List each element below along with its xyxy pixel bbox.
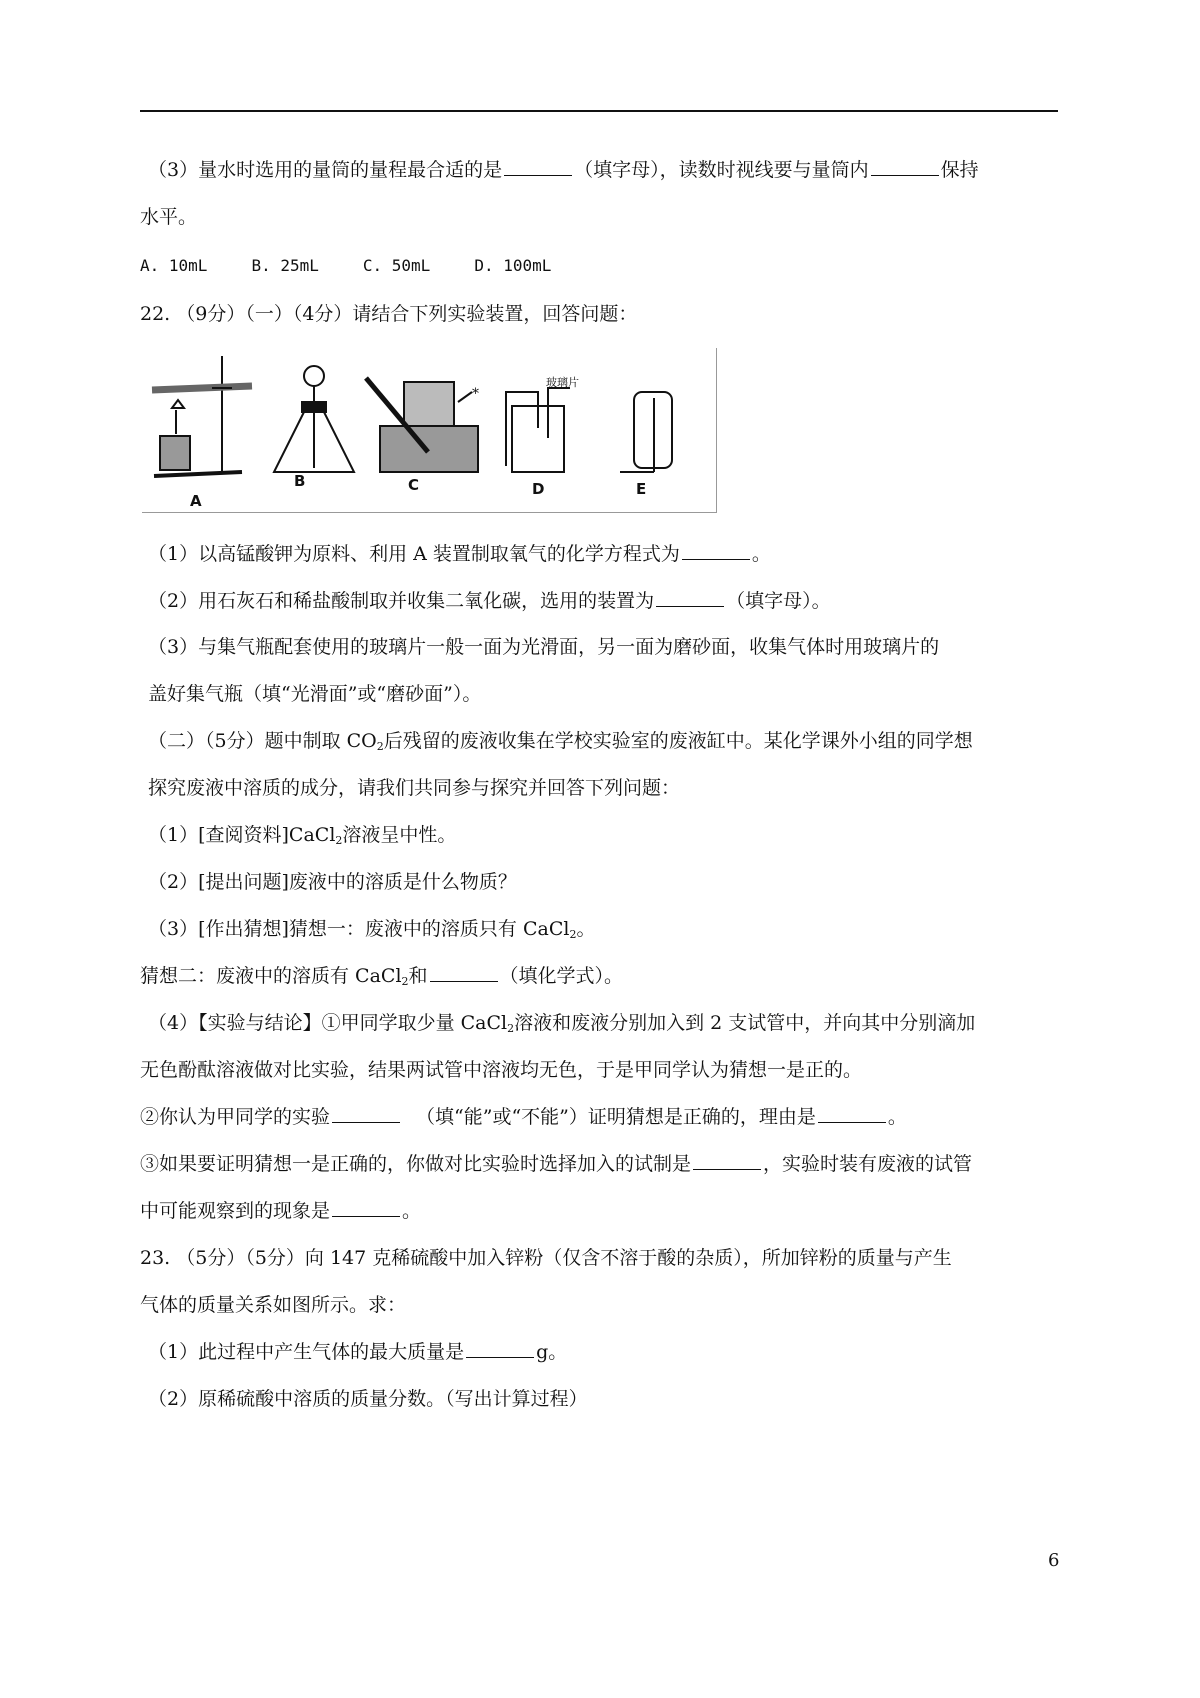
text: （填字母）。: [726, 590, 831, 612]
text: ，实验时装有废液的试管: [763, 1153, 973, 1175]
q22-sub1: [148, 542, 771, 566]
option-d[interactable]: D. 100mL: [474, 256, 552, 275]
option-c[interactable]: C. 50mL: [362, 256, 431, 275]
text: 保持: [940, 159, 979, 181]
apparatus-d: [506, 388, 570, 472]
text: （2）用石灰石和稀盐酸制取并收集二氧化碳，选用的装置为: [148, 590, 655, 612]
header-rule: [140, 110, 1058, 112]
text: 和: [408, 965, 428, 987]
q22-sub2: [148, 589, 831, 613]
text: （填字母），读数时视线要与量筒内: [574, 159, 869, 181]
text: 中可能观察到的现象是: [140, 1200, 331, 1222]
text: （1）此过程中产生气体的最大质量是: [148, 1341, 465, 1363]
label-e: E: [636, 480, 647, 498]
label-d: D: [532, 480, 545, 498]
q23-line1: 23. （5分）（5分）向 147 克稀硫酸中加入锌粉（仅含不溶于酸的杂质），所加锌粉的质量与产生: [140, 1247, 952, 1269]
answer-blank[interactable]: [693, 1152, 761, 1170]
apparatus-b: [274, 366, 354, 472]
answer-blank[interactable]: [504, 158, 572, 176]
q21-part3-line1: [148, 158, 979, 182]
q22-part2-line2: 探究废液中溶质的成分，请我们共同参与探究并回答下列问题：: [148, 777, 681, 799]
text: （填化学式）。: [499, 965, 624, 987]
answer-blank[interactable]: [332, 1199, 400, 1217]
answer-blank[interactable]: [430, 964, 498, 982]
q22-header: 22. （9分）（一）（4分）请结合下列实验装置，回答问题：: [140, 303, 638, 325]
svg-text:*: *: [472, 386, 479, 402]
text: （填“能”或“不能”）证明猜想是正确的，理由是: [416, 1106, 816, 1128]
label-a: A: [190, 492, 202, 510]
text: （3）量水时选用的量筒的量程最合适的是: [148, 159, 503, 181]
text: 溶液和废液分别加入到 2 支试管中，并向其中分别滴加: [514, 1012, 976, 1034]
label-b: B: [294, 472, 306, 490]
inquiry-1: [148, 823, 456, 853]
text: 。: [402, 1200, 422, 1222]
text: （1）[查阅资料]CaCl: [148, 824, 336, 846]
guess-2: [140, 964, 623, 994]
text: 。: [576, 918, 596, 940]
q21-options: [140, 254, 595, 278]
q23-line2: 气体的质量关系如图所示。求：: [140, 1294, 407, 1316]
subscript: 2: [335, 834, 343, 847]
apparatus-drawing: [142, 348, 716, 512]
text: （4）【实验与结论】①甲同学取少量 CaCl: [148, 1012, 508, 1034]
answer-blank[interactable]: [871, 158, 939, 176]
inquiry-3: [148, 917, 595, 947]
answer-blank[interactable]: [656, 589, 724, 607]
text: 。: [751, 543, 771, 565]
apparatus-e: [620, 392, 672, 472]
answer-blank[interactable]: [818, 1105, 886, 1123]
q22-part2-line1: [148, 729, 973, 759]
answer-blank[interactable]: [466, 1340, 534, 1358]
answer-blank[interactable]: [332, 1105, 400, 1123]
label-c: C: [408, 476, 420, 494]
subscript: 2: [569, 928, 577, 941]
conclusion-3-line2: [140, 1199, 421, 1223]
text: ③如果要证明猜想一是正确的，你做对比实验时选择加入的试制是: [140, 1153, 692, 1175]
page-number: 6: [1048, 1550, 1060, 1571]
subscript: 2: [507, 1022, 515, 1035]
option-b[interactable]: B. 25mL: [251, 256, 319, 275]
inquiry-4-line1: [148, 1011, 975, 1041]
text: 后残留的废液收集在学校实验室的废液缸中。某化学课外小组的同学想: [383, 730, 973, 752]
apparatus-c: [366, 378, 479, 472]
text: （1）以高锰酸钾为原料、利用 A 装置制取氧气的化学方程式为: [148, 543, 680, 565]
apparatus-figure: [142, 348, 717, 513]
glass-plate-label: 玻璃片: [546, 376, 579, 389]
subscript: 2: [401, 975, 409, 988]
q22-sub3-line1: （3）与集气瓶配套使用的玻璃片一般一面为光滑面，另一面为磨砂面，收集气体时用玻璃片的: [148, 636, 940, 658]
answer-blank[interactable]: [682, 542, 750, 560]
inquiry-4-line2: 无色酚酞溶液做对比实验，结果两试管中溶液均无色，于是甲同学认为猜想一是正的。: [140, 1059, 863, 1081]
text: ②你认为甲同学的实验: [140, 1106, 331, 1128]
text: （二）（5分）题中制取 CO: [148, 730, 377, 752]
apparatus-a: [152, 356, 252, 476]
inquiry-2: （2）[提出问题]废液中的溶质是什么物质？: [148, 871, 517, 893]
text: （3）[作出猜想]猜想一：废液中的溶质只有 CaCl: [148, 918, 570, 940]
text: 溶液呈中性。: [342, 824, 457, 846]
option-a[interactable]: A. 10mL: [140, 256, 208, 275]
text: 。: [887, 1106, 907, 1128]
conclusion-2: [140, 1105, 907, 1129]
text: g。: [536, 1341, 568, 1363]
text: 猜想二：废液中的溶质有 CaCl: [140, 965, 402, 987]
subscript: 2: [376, 740, 384, 753]
q23-sub2: （2）原稀硫酸中溶质的质量分数。（写出计算过程）: [148, 1388, 588, 1410]
q22-sub3-line2: 盖好集气瓶（填“光滑面”或“磨砂面”）。: [148, 683, 482, 705]
q23-sub1: [148, 1340, 567, 1364]
q21-part3-line2: 水平。: [140, 206, 198, 228]
conclusion-3-line1: [140, 1152, 972, 1176]
